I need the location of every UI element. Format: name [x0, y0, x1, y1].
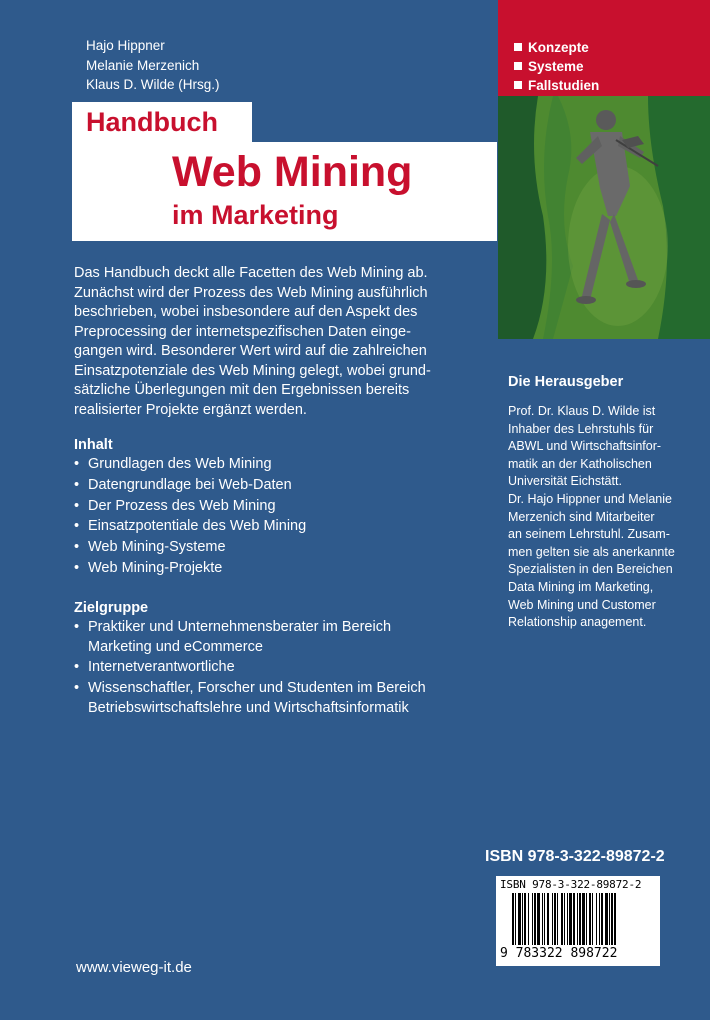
list-item: • Wissenschaftler, Forscher und Studenten im Bereich Betriebswirtschaftslehre und Wirtschaftsinformatik	[74, 680, 426, 716]
barcode-bar	[614, 893, 616, 945]
square-bullet-icon	[514, 81, 522, 89]
barcode-bar	[567, 893, 568, 945]
barcode-bar	[577, 893, 578, 945]
barcode-bar	[554, 893, 556, 945]
description: Das Handbuch deckt alle Facetten des Web Mining ab. Zunächst wird der Prozess des Web Mining ausführlich beschrieben, wobei insbesondere auf den Aspekt des Preprocessing der internetspezifischen Daten einge- gangen wird. Besonderer Wert wird auf die zahlreichen Einsatzpotenziale des Web Mining gelegt, wobei grund- sätzliche Überlegungen mit den Ergebnissen bereits realisierter Projekte ergänzt werden.	[74, 265, 431, 418]
list-item: • Datengrundlage bei Web-Daten	[74, 476, 292, 493]
barcode-bar	[589, 893, 591, 945]
list-item: • Der Prozess des Web Mining	[74, 497, 276, 514]
square-bullet-icon	[514, 62, 522, 70]
barcode-bar	[515, 893, 516, 945]
list-item: • Web Mining-Projekte	[74, 559, 223, 576]
feature-item: Konzepte	[514, 38, 599, 57]
barcode-bar	[532, 893, 533, 945]
title-line-3: im Marketing	[172, 200, 339, 230]
list-item: • Einsatzpotentiale des Web Mining	[74, 518, 307, 535]
barcode-bar	[561, 893, 563, 945]
barcode-bar	[524, 893, 526, 945]
barcode-bar	[573, 893, 575, 945]
barcode-bar	[605, 893, 608, 945]
feature-list	[514, 38, 599, 95]
barcode-bar	[552, 893, 553, 945]
barcode-bar	[542, 893, 543, 945]
feature-item: Systeme	[514, 57, 599, 76]
authors	[86, 36, 220, 95]
list-item: • Praktiker und Unternehmensberater im Bereich Marketing und eCommerce	[74, 619, 392, 655]
barcode-bar	[564, 893, 565, 945]
target-group-section	[74, 600, 426, 719]
barcode-bar	[579, 893, 581, 945]
barcode-bar	[609, 893, 610, 945]
barcode-bar	[544, 893, 545, 945]
list-item: • Grundlagen des Web Mining	[74, 456, 272, 472]
author-2: Melanie Merzenich	[86, 57, 200, 73]
barcode-bar	[547, 893, 549, 945]
contents-title: Inhalt	[74, 437, 113, 453]
list-item: • Internetverantwortliche	[74, 659, 235, 676]
barcode-bar	[582, 893, 585, 945]
barcode-isbn-text: ISBN 978-3-322-89872-2	[500, 878, 642, 891]
barcode-bar	[534, 893, 536, 945]
barcode-bar	[557, 893, 558, 945]
barcode-bar	[569, 893, 572, 945]
barcode-bar	[592, 893, 593, 945]
barcode-bar	[599, 893, 600, 945]
cover-photo-violinist	[498, 96, 710, 339]
barcode-bar	[586, 893, 587, 945]
barcode-bar	[512, 893, 514, 945]
title-line-1: Handbuch	[86, 107, 218, 137]
barcode-bar	[518, 893, 521, 945]
publisher-url: www.vieweg-it.de	[76, 959, 192, 976]
editors-text: Prof. Dr. Klaus D. Wilde ist Inhaber des Lehrstuhls für ABWL und Wirtschaftsinfor- matik an der Katholischen Universität Eichstätt. Dr. Hajo Hippner und Melanie Merzenich sind Mitarbeiter an seinem Lehrstuhl. Zusam- men gelten sie als anerkannte Spezialisten in den Bereichen Data Mining im Marketing, Web Mining und Customer Relationship anagement.	[508, 404, 675, 630]
isbn-label: ISBN 978-3-322-89872-2	[485, 848, 665, 865]
square-bullet-icon	[514, 43, 522, 51]
contents-section	[74, 437, 306, 580]
list-item: • Web Mining-Systeme	[74, 539, 226, 556]
violinist-illustration	[498, 96, 710, 339]
barcode-bar	[537, 893, 540, 945]
editors-title: Die Herausgeber	[508, 374, 624, 390]
barcode-bar	[611, 893, 613, 945]
feature-item: Fallstudien	[514, 76, 599, 95]
target-group-title: Zielgruppe	[74, 600, 149, 616]
barcode-digits: 9 783322 898722	[500, 946, 618, 961]
barcode-bar	[596, 893, 597, 945]
title-line-2: Web Mining	[172, 148, 413, 196]
barcode-bar	[528, 893, 529, 945]
barcode-bar	[601, 893, 603, 945]
author-1: Hajo Hippner	[86, 38, 165, 53]
barcode-bar	[522, 893, 523, 945]
editors-section	[508, 374, 703, 632]
author-3: Klaus D. Wilde (Hrsg.)	[86, 77, 220, 92]
barcode-bars	[512, 893, 654, 945]
